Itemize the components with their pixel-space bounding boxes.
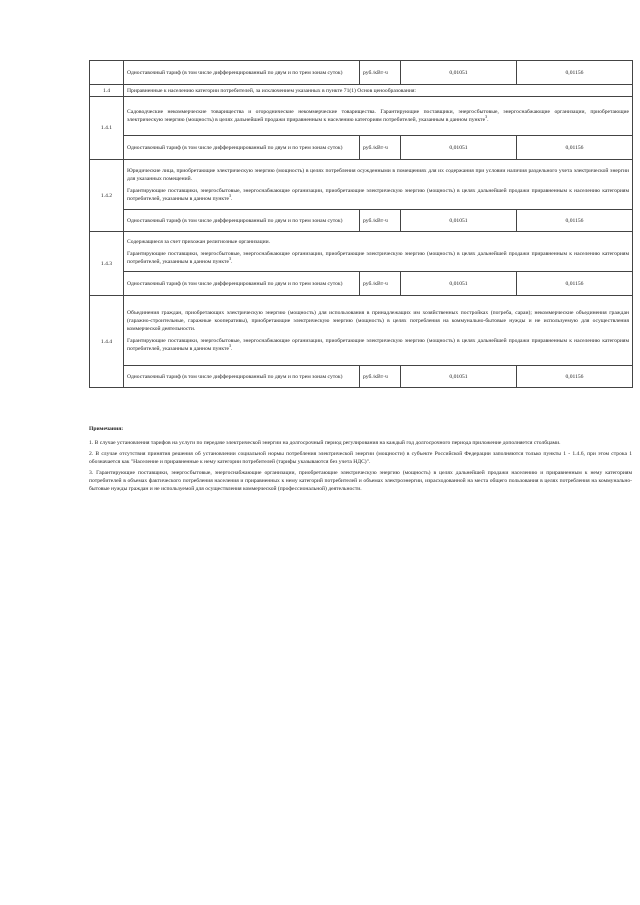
tariff-label: Одноставочный тариф (в том числе дифференцированный по двум и по трем зонам суток) — [124, 136, 360, 160]
section-description: Содержащиеся за счет прихожан религиозные организации. Гарантирующие поставщики, энергосбытовые, энергоснабжающие организации, приобретающие электрическую энергию (мощность) в целях дальнейшей продажи приравненным к населению категориям потребителей, указанным в данном пункте$^3$. — [124, 232, 633, 272]
tariff-value-1: 0,01051 — [401, 136, 517, 160]
tariff-table — [89, 60, 633, 388]
table-row — [90, 232, 633, 272]
note-item: 1. В случае установления тарифов на услуги по передаче электрической энергии на долгосрочный период регулирования на каждый год долгосрочного периода приложение дополняется столбцами. — [89, 440, 561, 446]
row-number: 1.4.2 — [90, 160, 124, 232]
footnote-ref: 3 — [228, 192, 231, 198]
tariff-value-2: 0,01156 — [517, 61, 633, 85]
tariff-value-1: 0,01051 — [401, 272, 517, 296]
row-number: 1.4.4 — [90, 296, 124, 388]
tariff-value-2: 0,01156 — [517, 272, 633, 296]
row-number: 1.4 — [90, 85, 124, 97]
footnote-ref: 3 — [485, 114, 488, 120]
tariff-label: Одноставочный тариф (в том числе дифференцированный по двум и по трем зонам суток) — [124, 366, 360, 388]
tariff-value-2: 0,01156 — [517, 136, 633, 160]
footnote-ref: 3 — [228, 342, 231, 348]
section-text: Содержащиеся за счет прихожан религиозные организации. — [127, 238, 271, 245]
note-item: 2. В случае отсутствия принятия решения об установлении социальной нормы потребления электрической энергии (мощности) в субъекте Российской Федерации заполняются только пункты 1 - 1.4.6, при этом строка 1 обозначается как "Население и приравненные к нему категории потребителей (тарифы указываются без учета НДС)". — [89, 451, 632, 465]
table-row — [90, 160, 633, 210]
tariff-unit: руб./кВт·ч — [360, 136, 401, 160]
table-row — [90, 296, 633, 366]
notes-section — [89, 425, 632, 496]
table-row — [90, 272, 633, 296]
tariff-value-1: 0,01051 — [401, 61, 517, 85]
tariff-unit: руб./кВт·ч — [360, 210, 401, 232]
table-row — [90, 366, 633, 388]
section-text: Гарантирующие поставщики, энергосбытовые, энергоснабжающие организации, приобретающие электрическую энергию (мощность) в целях дальнейшей продажи приравненным к населению категориям потребителей, указанным в данном пункте — [127, 250, 629, 265]
section-text: Гарантирующие поставщики, энергосбытовые, энергоснабжающие организации, приобретающие электрическую энергию (мощность) в целях дальнейшей продажи приравненным к населению категориям потребителей, указанным в данном пункте — [127, 187, 629, 202]
row-number: 1.4.3 — [90, 232, 124, 296]
section-description: Приравненные к населению категории потребителей, за исключением указанных в пункте 71(1) Основ ценообразования: — [124, 85, 633, 97]
tariff-label: Одноставочный тариф (в том числе дифференцированный по двум и по трем зонам суток) — [124, 272, 360, 296]
table-row — [90, 136, 633, 160]
table-row — [90, 97, 633, 136]
tariff-value-1: 0,01051 — [401, 210, 517, 232]
row-number — [90, 61, 124, 85]
row-number: 1.4.1 — [90, 97, 124, 160]
section-text: Объединения граждан, приобретающих электрическую энергию (мощность) для использования в принадлежащих им хозяйственных постройках (погреба, сараи); некоммерческие объединения граждан (гаражно-строительные, гаражные кооперативы), приобретающие электрическую энергию (мощность) в целях потребления на коммунально-бытовые нужды и не используемую для осуществления коммерческой деятельности. — [127, 309, 629, 332]
section-text: Садоводческие некоммерческие товарищества и огороднические некоммерческие товарищества. Гарантирующие поставщики, энергосбытовые, энергоснабжающие организации, приобретающие электрическую энергию (мощность) в целях дальнейшей продажи приравненным к населению категориям потребителей, указанным в данном пункте — [127, 109, 629, 123]
section-description: Садоводческие некоммерческие товарищества и огороднические некоммерческие товарищества. Гарантирующие поставщики, энергосбытовые, энергоснабжающие организации, приобретающие электрическую энергию (мощность) в целях дальнейшей продажи приравненным к населению категориям потребителей, указанным в данном пункте$^3$. — [124, 97, 633, 136]
section-description: Юридические лица, приобретающие электрическую энергию (мощность) в целях потребления осужденными в помещениях для их содержания при условии наличия раздельного учета электрической энергии для указанных помещений. Гарантирующие поставщики, энергосбытовые, энергоснабжающие организации, приобретающие электрическую энергию (мощность) в целях дальнейшей продажи приравненным к населению категориям потребителей, указанным в данном пункте$^3$. — [124, 160, 633, 210]
footnote-ref: 3 — [228, 255, 231, 261]
table-row — [90, 85, 633, 97]
note-item: 3. Гарантирующие поставщики, энергосбытовые, энергоснабжающие организации, приобретающие электрическую энергию (мощность) в целях дальнейшей продажи населению и приравненным к нему категориям потребителей в объемах фактического потребления населения и приравненных к нему категорий потребителей и объемах электроэнергии, израсходованной на места общего пользования в целях потребления на коммунально-бытовые нужды граждан и не используемой для осуществления коммерческой (профессиональной) деятельности. — [89, 470, 632, 492]
tariff-value-2: 0,01156 — [517, 210, 633, 232]
tariff-value-1: 0,01051 — [401, 366, 517, 388]
tariff-unit: руб./кВт·ч — [360, 366, 401, 388]
tariff-unit: руб./кВт·ч — [360, 61, 401, 85]
tariff-label: Одноставочный тариф (в том числе дифференцированный по двум и по трем зонам суток) — [124, 210, 360, 232]
tariff-value-2: 0,01156 — [517, 366, 633, 388]
table-row — [90, 61, 633, 85]
table-row — [90, 210, 633, 232]
tariff-label: Одноставочный тариф (в том числе дифференцированный по двум и по трем зонам суток) — [124, 61, 360, 85]
section-text: Юридические лица, приобретающие электрическую энергию (мощность) в целях потребления осужденными в помещениях для их содержания при условии наличия раздельного учета электрической энергии для указанных помещений. — [127, 167, 629, 182]
section-description: Объединения граждан, приобретающих электрическую энергию (мощность) для использования в принадлежащих им хозяйственных постройках (погреба, сараи); некоммерческие объединения граждан (гаражно-строительные, гаражные кооперативы), приобретающие электрическую энергию (мощность) в целях потребления на коммунально-бытовые нужды и не используемую для осуществления коммерческой деятельности. Гарантирующие поставщики, энергосбытовые, энергоснабжающие организации, приобретающие электрическую энергию (мощность) в целях дальнейшей продажи приравненным к населению категориям потребителей, указанным в данном пункте$^3$. — [124, 296, 633, 366]
notes-title: Примечания: — [89, 426, 124, 432]
tariff-unit: руб./кВт·ч — [360, 272, 401, 296]
section-text: Гарантирующие поставщики, энергосбытовые, энергоснабжающие организации, приобретающие электрическую энергию (мощность) в целях дальнейшей продажи приравненным к населению категориям потребителей, указанным в данном пункте — [127, 337, 629, 352]
